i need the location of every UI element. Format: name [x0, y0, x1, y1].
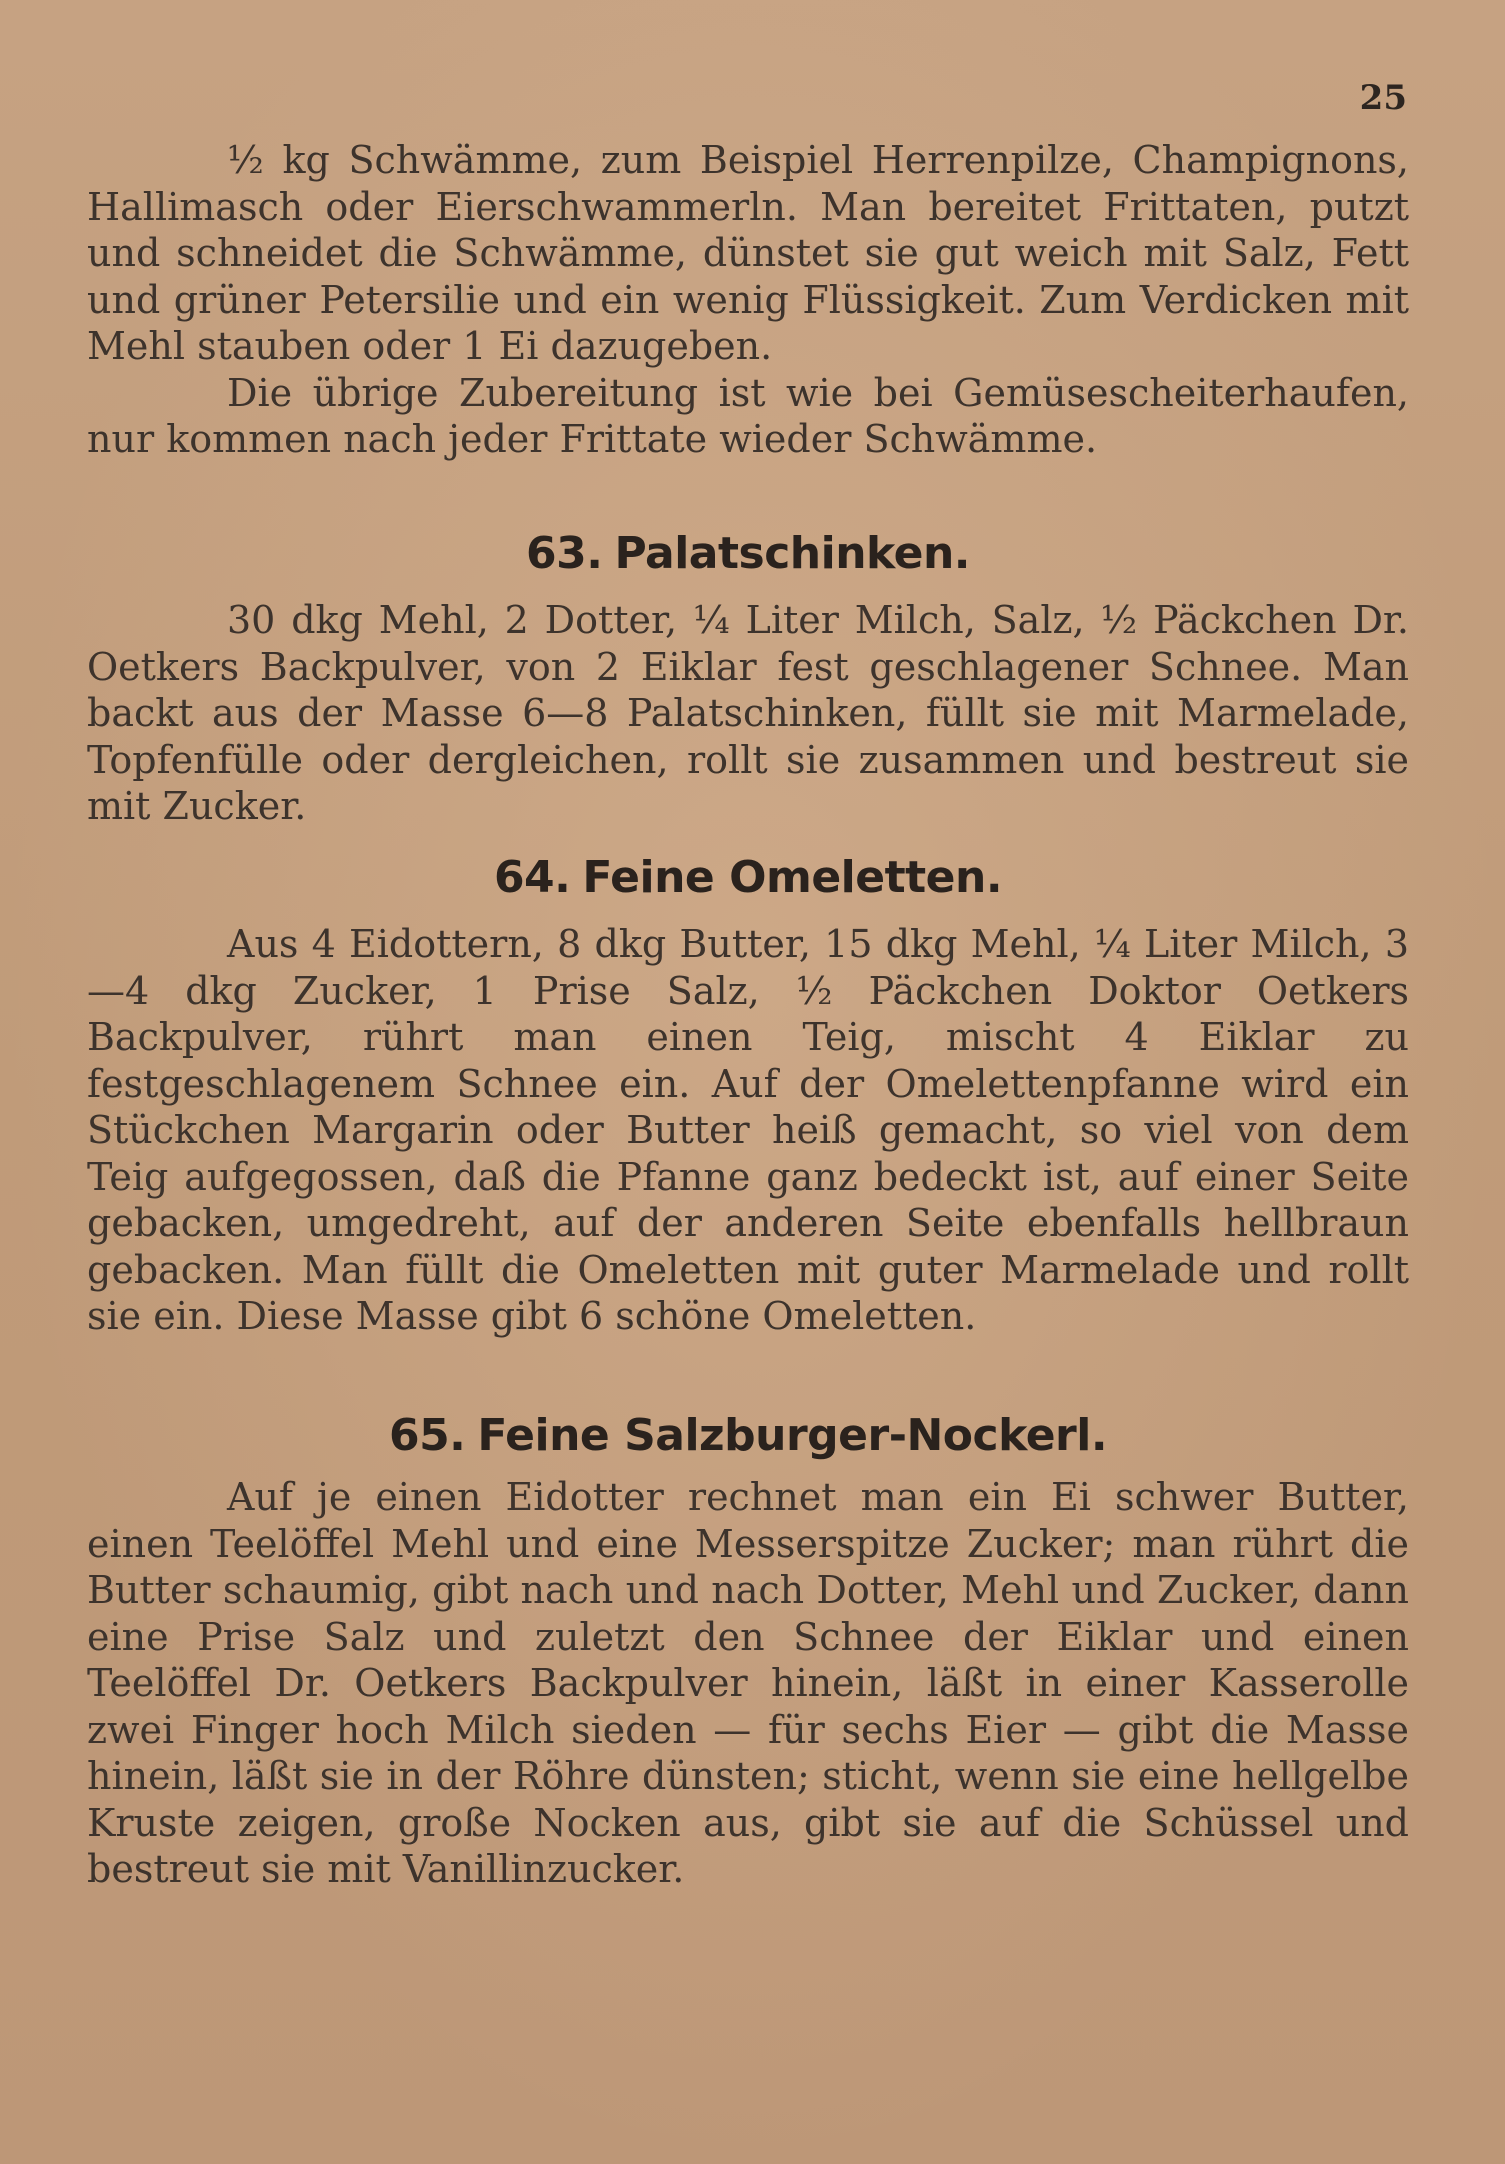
recipe-text: Auf je einen Eidotter rechnet man ein Ei schwer Butter, einen Teelöffel Mehl und eine Messerspitze Zucker; man rührt die Butter schaumig, gibt nach und nach Dotter, Mehl und Zucker, dann eine Prise Salz und zuletzt den Schnee der Eiklar und einen Teelöffel Dr. Oetkers Backpulver hinein, läßt in einer Kasserolle zwei Finger hoch Milch sieden — für sechs Eier — gibt die Masse hinein, läßt sie in der Röhre dünsten; sticht, wenn sie eine hellgelbe Kruste zeigen, große Nocken aus, gibt sie auf die Schüssel und bestreut sie mit Vanillinzucker. [87, 1475, 1409, 1891]
recipe-section [87, 1474, 1409, 1893]
intro-paragraph: ½ kg Schwämme, zum Beispiel Herrenpilze, Champignons, Hallimasch oder Eierschwammerln. Man bereitet Frittaten, putzt und schneidet die Schwämme, dünstet sie gut weich mit Salz, Fett und grüner Petersilie und ein wenig Flüssigkeit. Zum Verdicken mit Mehl stauben oder 1 Ei dazugeben. [87, 138, 1409, 368]
recipe-section [87, 921, 1409, 1340]
recipe-text: Aus 4 Eidottern, 8 dkg Butter, 15 dkg Mehl, ¼ Liter Milch, 3—4 dkg Zucker, 1 Prise Salz, ½ Päckchen Doktor Oetkers Backpulver, rührt man einen Teig, mischt 4 Eiklar zu festgeschlagenem Schnee ein. Auf der Omelettenpfanne wird ein Stückchen Margarin oder Butter heiß gemacht, so viel von dem Teig aufgegossen, daß die Pfanne ganz bedeckt ist, auf einer Seite gebacken, umgedreht, auf der anderen Seite ebenfalls hellbraun gebacken. Man füllt die Omeletten mit guter Marmelade und rollt sie ein. Diese Masse gibt 6 schöne Omeletten. [87, 922, 1409, 1338]
recipe-heading [87, 528, 1409, 579]
recipe-number: 64. [493, 852, 571, 903]
recipe-title: Feine Omeletten. [582, 852, 1003, 903]
recipe-number: 65. [388, 1410, 466, 1461]
recipe-heading [87, 1410, 1409, 1461]
intro-paragraph: Die übrige Zubereitung ist wie bei Gemüsescheiterhaufen, nur kommen nach jeder Frittate wieder Schwämme. [87, 370, 1409, 461]
recipe-title: Palatschinken. [614, 528, 970, 579]
intro-section [87, 137, 1409, 463]
recipe-section [87, 597, 1409, 830]
recipe-text: 30 dkg Mehl, 2 Dotter, ¼ Liter Milch, Salz, ½ Päckchen Dr. Oetkers Backpulver, von 2 Eiklar fest geschlagener Schnee. Man backt aus der Masse 6—8 Palatschinken, füllt sie mit Marmelade, Topfenfülle oder dergleichen, rollt sie zusammen und bestreut sie mit Zucker. [87, 598, 1409, 828]
recipe-heading [87, 852, 1409, 903]
page-number: 25 [1359, 78, 1407, 118]
recipe-title: Feine Salzburger-Nockerl. [477, 1410, 1108, 1461]
recipe-number: 63. [526, 528, 603, 579]
